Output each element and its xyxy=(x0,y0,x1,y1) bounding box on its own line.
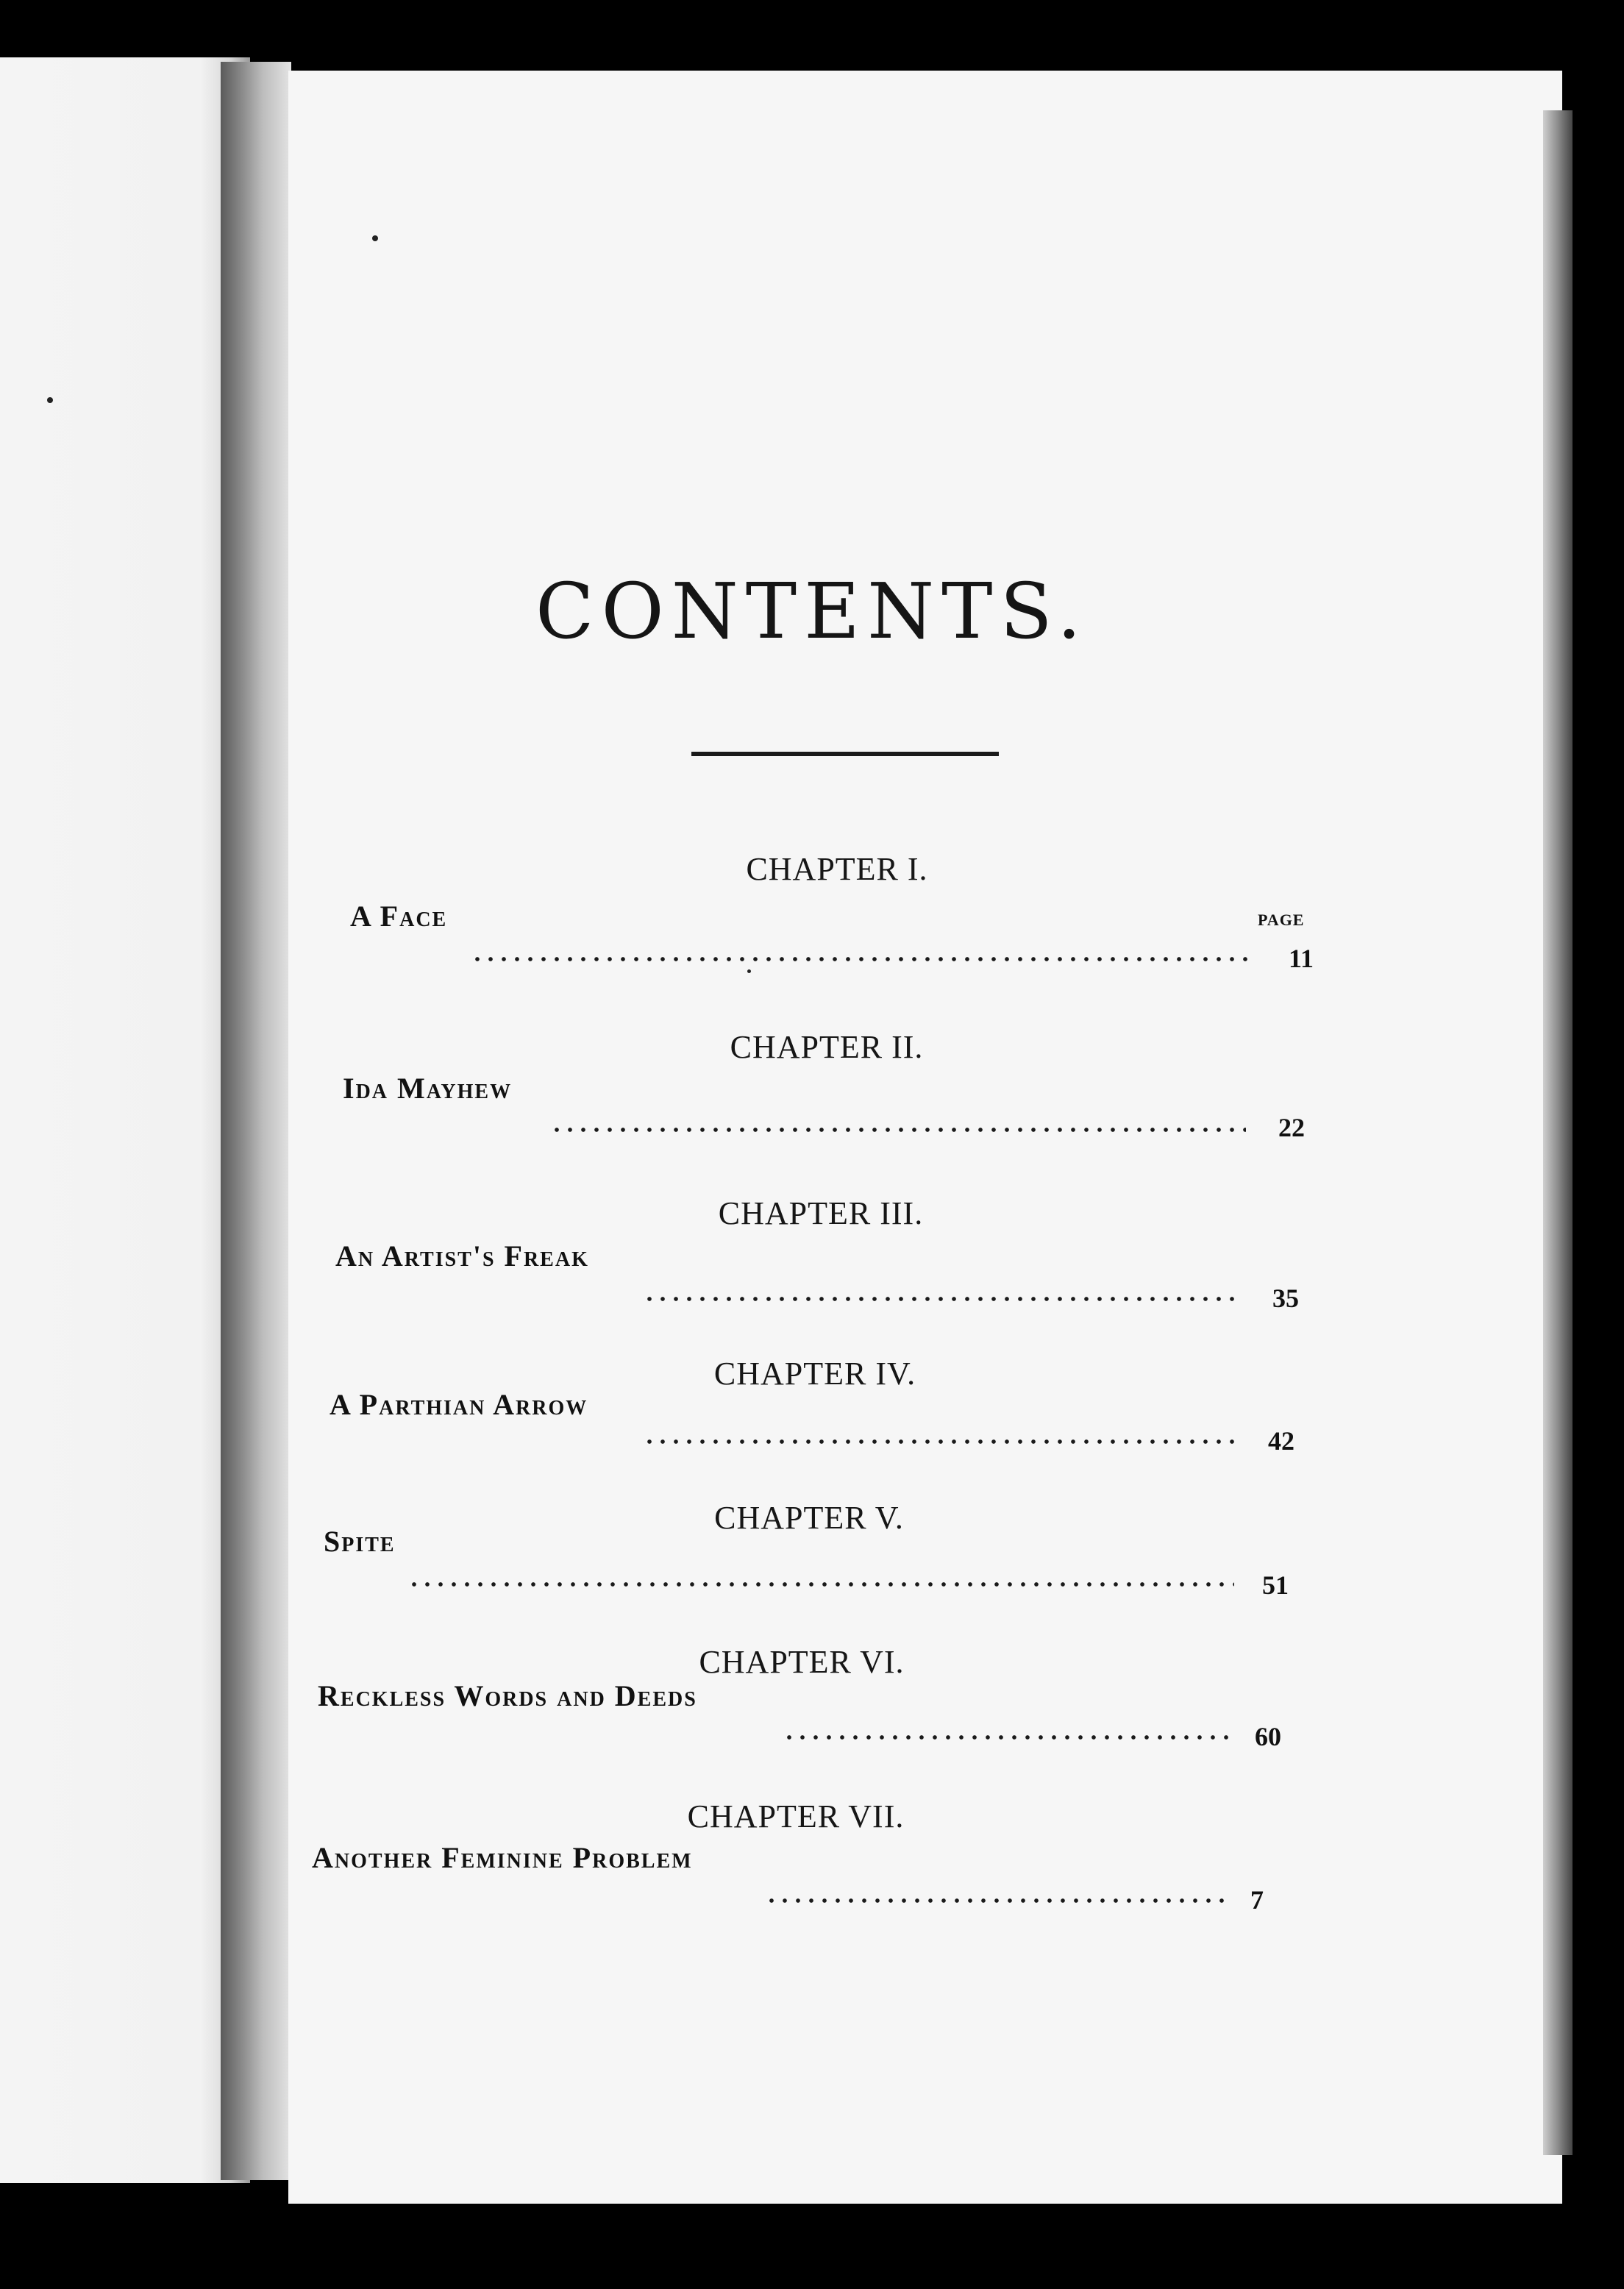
page-number: 51 xyxy=(1262,1570,1289,1600)
left-page xyxy=(0,57,250,2183)
chapter-title: Another Feminine Problem xyxy=(312,1841,693,1874)
chapter-title: A Face xyxy=(350,900,448,933)
page-edge-shadow xyxy=(1543,110,1573,2155)
page-column-label: PAGE xyxy=(1258,911,1305,929)
chapter-heading: CHAPTER VI. xyxy=(699,1644,905,1680)
chapter-title: An Artist's Freak xyxy=(335,1239,589,1272)
page-number: 35 xyxy=(1272,1284,1299,1313)
chapter-heading: CHAPTER III. xyxy=(718,1195,924,1231)
dust-speck xyxy=(47,397,53,403)
chapter-heading: CHAPTER I. xyxy=(746,851,928,887)
dust-speck xyxy=(747,969,751,973)
dot-leader xyxy=(643,1296,1240,1302)
title-rule xyxy=(691,752,999,756)
chapter-heading: CHAPTER V. xyxy=(714,1500,904,1536)
chapter-title: Reckless Words and Deeds xyxy=(318,1679,697,1712)
page-number: 11 xyxy=(1289,944,1314,973)
chapter-title: Spite xyxy=(324,1525,396,1558)
contents-title: CONTENTS. xyxy=(535,566,1089,656)
chapter-heading: CHAPTER VII. xyxy=(687,1798,905,1834)
chapter-title: Ida Mayhew xyxy=(343,1072,513,1105)
dot-leader xyxy=(643,1439,1237,1445)
dot-leader xyxy=(471,956,1252,962)
right-page xyxy=(288,71,1562,2204)
chapter-title: A Parthian Arrow xyxy=(330,1388,588,1421)
dust-speck xyxy=(372,235,378,241)
chapter-heading: CHAPTER II. xyxy=(730,1029,924,1065)
page-number: 7 xyxy=(1250,1885,1264,1915)
dot-leader xyxy=(783,1734,1230,1740)
dot-leader xyxy=(765,1898,1225,1904)
dot-leader xyxy=(550,1127,1246,1133)
page-number: 42 xyxy=(1268,1426,1294,1456)
chapter-heading: CHAPTER IV. xyxy=(713,1356,916,1392)
page-number: 22 xyxy=(1278,1113,1305,1142)
dot-leader xyxy=(407,1581,1234,1587)
page-number: 60 xyxy=(1255,1722,1281,1751)
book-gutter xyxy=(221,62,291,2180)
